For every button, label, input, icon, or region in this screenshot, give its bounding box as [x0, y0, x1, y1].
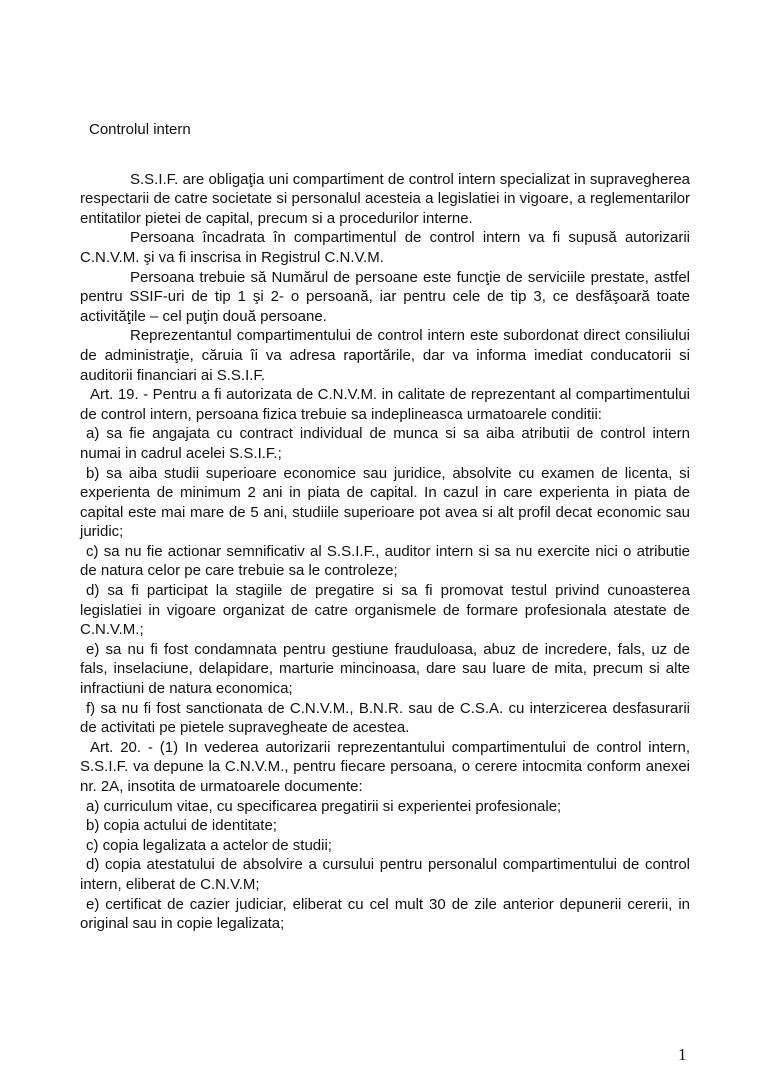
paragraph: Art. 19. - Pentru a fi autorizata de C.N.V.M. in calitate de reprezentant al compartimentului de control intern, persoana fizica trebuie sa indeplineasca urmatoarele conditii:: [80, 386, 690, 423]
document-page: [80, 120, 690, 934]
paragraph: f) sa nu fi fost sanctionata de C.N.V.M., B.N.R. sau de C.S.A. cu interzicerea desfasurarii de activitati pe pietele supravegheate de acestea.: [80, 699, 690, 737]
paragraph: Art. 20. - (1) In vederea autorizarii reprezentantului compartimentului de control intern, S.S.I.F. va depune la C.N.V.M., pentru fiecare persoana, o cerere intocmita conform anexei nr. 2A, insotita de urmatoarele documente:: [80, 738, 690, 795]
paragraph: c) sa nu fie actionar semnificativ al S.S.I.F., auditor intern si sa nu exercite nici o atributie de natura celor pe care trebuie sa le controleze;: [80, 542, 690, 580]
document-body: [80, 170, 690, 934]
paragraph: b) sa aiba studii superioare economice sau juridice, absolvite cu examen de licenta, si experienta de minimum 2 ani in piata de capital. In cazul in care experienta in piata de capital este mai mare de 5 ani, studiile superioare pot avea si alt profil decat economic sau juridic;: [80, 464, 690, 541]
paragraph: a) sa fie angajata cu contract individual de munca si sa aiba atributii de control intern numai in cadrul acelei S.S.I.F.;: [80, 425, 690, 462]
paragraph: S.S.I.F. are obligaţia uni compartiment de control intern specializat in supravegherea respectarii de catre societate si personalul acesteia a legislatiei in vigoare, a reglementarilor entitatilor pietei de capital, precum si a procedurilor interne.: [80, 170, 690, 227]
paragraph: b) copia actului de identitate;: [86, 817, 277, 835]
paragraph: Reprezentantul compartimentului de control intern este subordonat direct consiliului de administraţie, căruia îi va adresa raportările, dar va informa imediat conducatorii si auditorii financiari ai S.S.I.F.: [80, 327, 690, 384]
paragraph: c) copia legalizata a actelor de studii;: [86, 836, 332, 854]
paragraph: Persoana încadrata în compartimentul de control intern va fi supusă autorizarii C.N.V.M. şi va fi inscrisa in Registrul C.N.V.M.: [80, 229, 690, 266]
paragraph: d) copia atestatului de absolvire a cursului pentru personalul compartimentului de control intern, eliberat de C.N.V.M;: [80, 856, 690, 893]
paragraph: e) certificat de cazier judiciar, eliberat cu cel mult 30 de zile anterior depunerii cererii, in original sau in copie legalizata;: [80, 895, 690, 933]
paragraph: Persoana trebuie să Numărul de persoane este funcţie de serviciile prestate, astfel pentru SSIF-uri de tip 1 şi 2- o persoană, iar pentru cele de tip 3, ce desfăşoară toate activităţile – cel puţin două persoane.: [80, 268, 690, 325]
paragraph: d) sa fi participat la stagiile de pregatire si sa fi promovat testul privind cunoasterea legislatiei in vigoare organizat de catre organismele de formare profesionala atestate de C.N.V.M.;: [80, 582, 690, 639]
paragraph: a) curriculum vitae, cu specificarea pregatirii si experientei profesionale;: [86, 797, 562, 815]
section-heading: Controlul intern: [89, 121, 191, 138]
paragraph: e) sa nu fi fost condamnata pentru gestiune frauduloasa, abuz de incredere, fals, uz de fals, inselaciune, delapidare, marturie mincinoasa, dare sau luare de mita, precum si alte infractiuni de natura economica;: [80, 640, 690, 698]
page-number: 1: [678, 1045, 687, 1064]
